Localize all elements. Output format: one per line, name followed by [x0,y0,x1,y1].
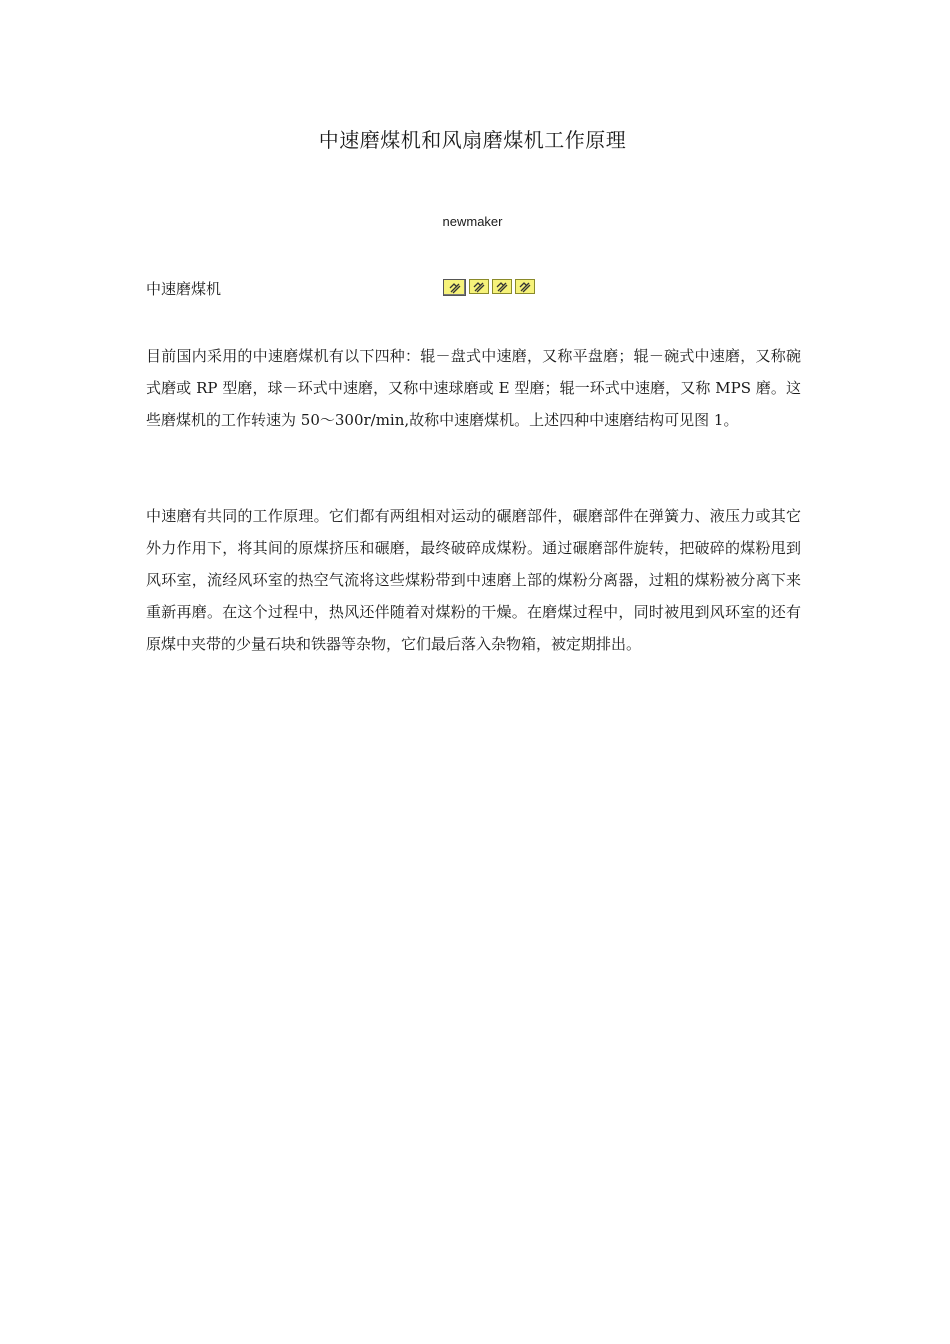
page-title: 中速磨煤机和风扇磨煤机工作原理 [318,128,627,152]
author-line: newmaker [442,214,503,229]
image-placeholder-icon[interactable] [469,279,489,294]
paragraph-mill-types: 目前国内采用的中速磨煤机有以下四种：辊－盘式中速磨，又称平盘磨；辊－碗式中速磨，又称碗式磨或 RP 型磨，球－环式中速磨，又称中速球磨或 E 型磨；辊一环式中速磨，又称 MPS 磨。这些磨煤机的工作转速为 50～300r/min,故称中速磨煤机。上述四种中速磨结构可见图 1。 [146,347,801,429]
figure-placeholder-group [443,279,535,296]
section-heading: 中速磨煤机 [146,280,222,298]
image-placeholder-icon[interactable] [515,279,535,294]
paragraph-working-principle: 中速磨有共同的工作原理。它们都有两组相对运动的碾磨部件，碾磨部件在弹簧力、液压力或其它外力作用下，将其间的原煤挤压和碾磨，最终破碎成煤粉。通过碾磨部件旋转，把破碎的煤粉甩到风环室，流经风环室的热空气流将这些煤粉带到中速磨上部的煤粉分离器，过粗的煤粉被分离下来重新再磨。在这个过程中，热风还伴随着对煤粉的干燥。在磨煤过程中，同时被甩到风环室的还有原煤中夹带的少量石块和铁器等杂物，它们最后落入杂物箱，被定期排出。 [146,507,801,653]
image-placeholder-icon[interactable] [443,279,466,296]
image-placeholder-icon[interactable] [492,279,512,294]
